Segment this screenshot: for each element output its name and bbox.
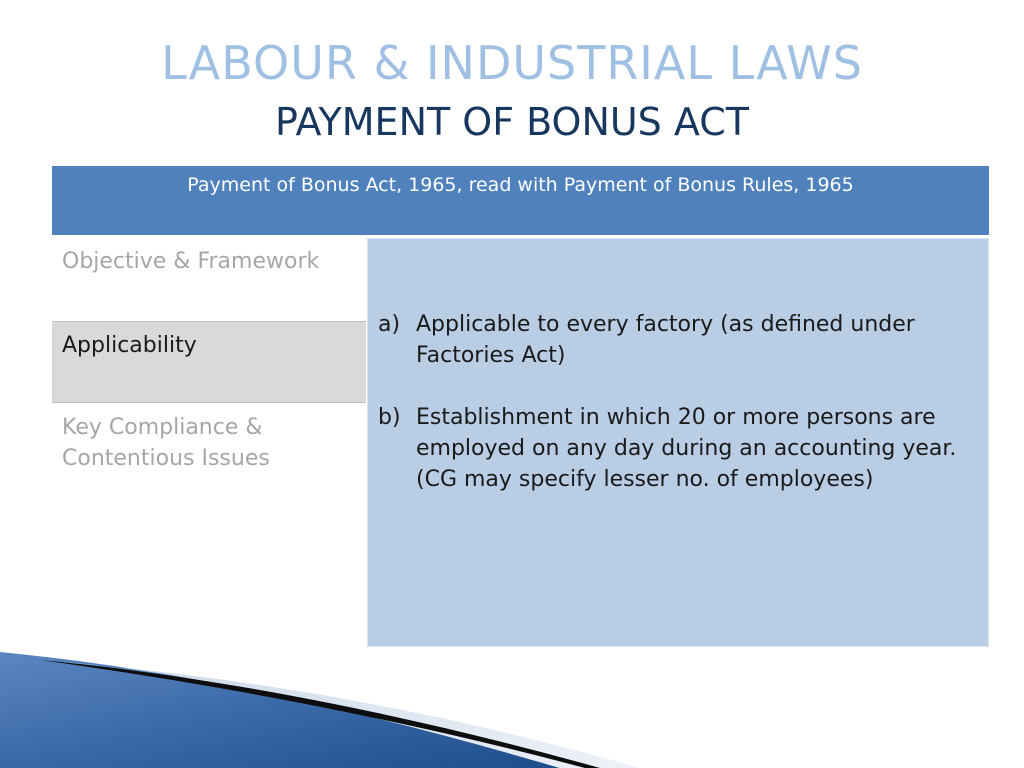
list-item (378, 309, 976, 371)
content-panel (367, 238, 989, 647)
content-list (378, 309, 976, 495)
slide-subtitle: PAYMENT OF BONUS ACT (275, 100, 749, 144)
nav-item-applicability[interactable] (52, 321, 366, 403)
nav-item-objective-framework[interactable] (52, 238, 366, 320)
nav-item-label: Applicability (62, 333, 197, 358)
list-item (378, 402, 976, 495)
nav-item-label: Key Compliance & Contentious Issues (62, 415, 270, 471)
list-marker: a) (378, 312, 401, 337)
list-text: Establishment in which 20 or more persons are employed on any day during an accounting year.(CG may specify lesser no. of employees) (416, 405, 957, 492)
nav-item-label: Objective & Framework (62, 249, 320, 274)
list-text: Applicable to every factory (as defined under Factories Act) (416, 312, 915, 368)
act-header-text: Payment of Bonus Act, 1965, read with Payment of Bonus Rules, 1965 (187, 174, 854, 196)
act-header-band (52, 166, 989, 235)
slide-title: LABOUR & INDUSTRIAL LAWS (161, 36, 863, 90)
nav-item-key-compliance[interactable] (52, 404, 366, 486)
list-marker: b) (378, 405, 401, 430)
